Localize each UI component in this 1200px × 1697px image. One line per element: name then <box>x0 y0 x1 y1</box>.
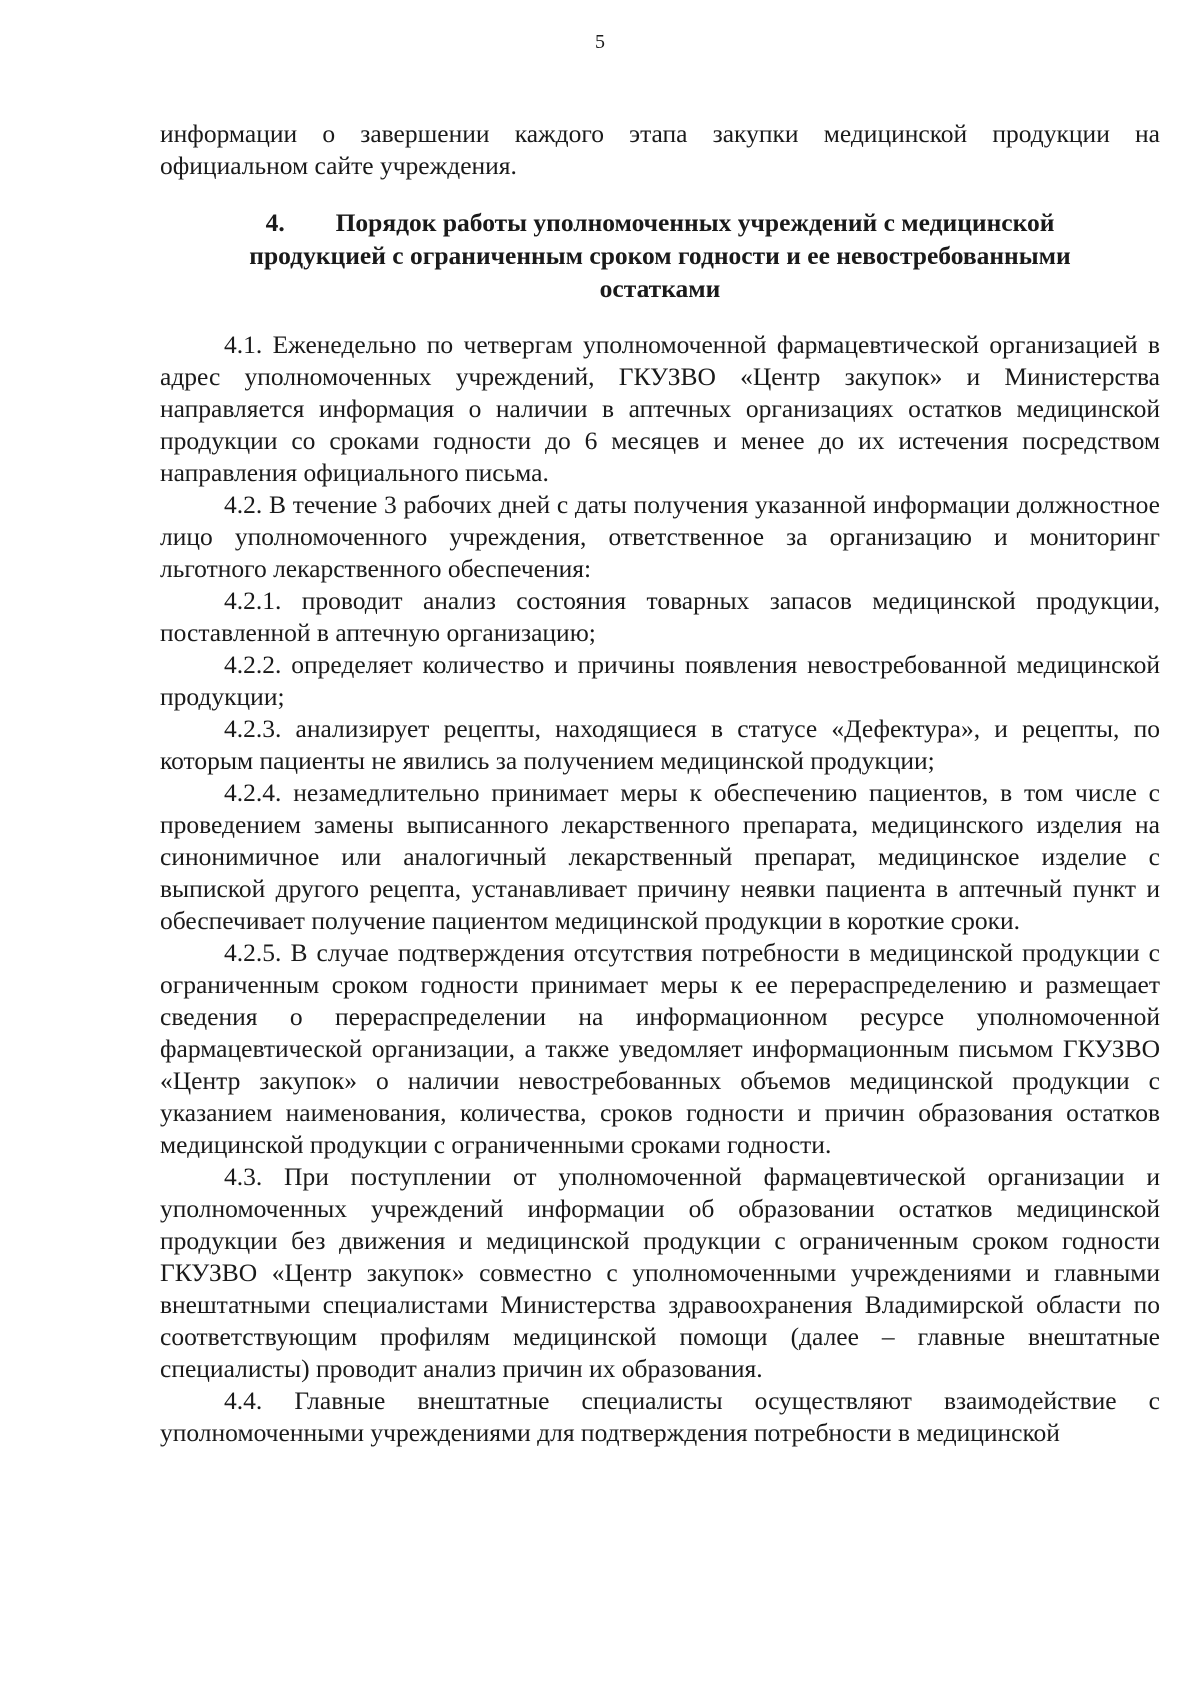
paragraph-4-2: 4.2. В течение 3 рабочих дней с даты получения указанной информации должностное лицо уполномоченного учреждения, ответственное за организацию и мониторинг льготного лекарственного обеспечения: <box>160 490 1160 583</box>
continuation-paragraph: информации о завершении каждого этапа закупки медицинской продукции на официальном сайте учреждения. <box>160 119 1160 180</box>
document-body <box>160 118 1160 1449</box>
paragraph-4-4: 4.4. Главные внештатные специалисты осуществляют взаимодействие с уполномоченными учреждениями для подтверждения потребности в медицинской <box>160 1386 1160 1447</box>
paragraph-4-2-5: 4.2.5. В случае подтверждения отсутствия потребности в медицинской продукции с ограниченным сроком годности принимает меры к ее перераспределению и размещает сведения о перераспределении на информационном ресурсе уполномоченной фармацевтической организации, а также уведомляет информационным письмом ГКУЗВО «Центр закупок» о наличии невостребованных объемов медицинской продукции с указанием наименования, количества, сроков годности и причин образования остатков медицинской продукции с ограниченными сроками годности. <box>160 938 1160 1159</box>
paragraph-4-1: 4.1. Еженедельно по четвергам уполномоченной фармацевтической организацией в адрес уполномоченных учреждений, ГКУЗВО «Центр закупок» и Министерства направляется информация о наличии в аптечных организациях остатков медицинской продукции со сроками годности до 6 месяцев и менее до их истечения посредством направления официального письма. <box>160 330 1160 487</box>
paragraph-4-2-3: 4.2.3. анализирует рецепты, находящиеся в статусе «Дефектура», и рецепты, по которым пациенты не явились за получением медицинской продукции; <box>160 714 1160 775</box>
page-number: 5 <box>595 31 605 53</box>
section-number: 4. <box>265 208 285 237</box>
section-title: Порядок работы уполномоченных учреждений с медицинской продукцией с ограниченным сроком годности и ее невостребованными остатками <box>249 208 1071 303</box>
paragraph-4-2-4: 4.2.4. незамедлительно принимает меры к обеспечению пациентов, в том числе с проведением замены выписанного лекарственного препарата, медицинского изделия на синонимичное или аналогичный лекарственный препарат, медицинское изделие с выпиской другого рецепта, устанавливает причину неявки пациента в аптечный пункт и обеспечивает получение пациентом медицинской продукции в короткие сроки. <box>160 778 1160 935</box>
paragraph-4-3: 4.3. При поступлении от уполномоченной фармацевтической организации и уполномоченных учреждений информации об образовании остатков медицинской продукции без движения и медицинской продукции с ограниченным сроком годности ГКУЗВО «Центр закупок» совместно с уполномоченными учреждениями и главными внештатными специалистами Министерства здравоохранения Владимирской области по соответствующим профилям медицинской помощи (далее – главные внештатные специалисты) проводит анализ причин их образования. <box>160 1162 1160 1383</box>
section-heading <box>160 206 1160 305</box>
paragraph-4-2-2: 4.2.2. определяет количество и причины появления невостребованной медицинской продукции; <box>160 650 1160 711</box>
paragraph-4-2-1: 4.2.1. проводит анализ состояния товарных запасов медицинской продукции, поставленной в аптечную организацию; <box>160 586 1160 647</box>
